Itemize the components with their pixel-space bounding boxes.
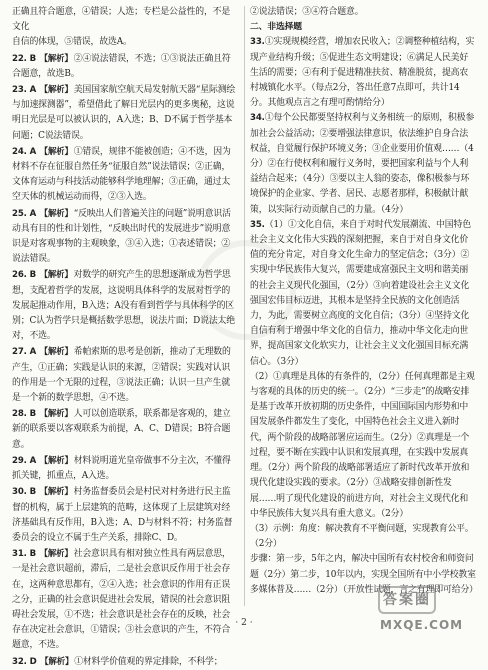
answer-line: 正确且符合题意，④错误；人选；专栏是公益性的，不是文化 [12, 7, 231, 33]
watermark-site-text: MXQE.COM [380, 618, 464, 632]
question-number: 28. B [12, 409, 37, 420]
analysis-tag: 【解析】 [39, 269, 73, 280]
answer-item-28 [12, 406, 238, 453]
analysis-tag: 【解析】 [39, 548, 73, 559]
answer-line: ②说法错误；③④符合题意。 [250, 7, 364, 17]
analysis-tag: 【解析】 [39, 207, 73, 218]
answer-text: 美国国家航空航天局发射航天器“星际测绘与加速探测器”，希望借此了解日光层内的更多奥秘，这说明日光层是可以被认识的，A入选；B、D不属于哲学基本问题；C说法错误。 [12, 85, 236, 141]
question-number: 29. A [12, 455, 37, 466]
answer-text: 希帕索斯的思考是创新，推动了无理数的产生，①正确；实践是认识的来源，②错误；实践对认识的作用是一个无限的过程，③说法正确；认识一旦产生就是一个新的数学思想，④不选。 [12, 347, 231, 404]
answer-text: 村务监督委员会是村民对村务进行民主监督的机构，属于上层建筑的范畴，这体现了上层建筑对经济基础具有反作用，B入选；A、D与材料不符；村务监督委员会的设立不属于生产关系，排除C、D。 [12, 487, 233, 543]
watermark-logo-text: 答案圈 [378, 586, 436, 614]
answer-item-33 [250, 35, 476, 111]
answer-item-23 [12, 82, 238, 144]
answer-text: 对数学的研究产生的思想逐渐成为哲学思想，支配着哲学的发展，这说明具体科学的发展对哲学的发展起推动作用，B入选；A没有看到哲学与具体科学的区别；C认为哲学只是概括数学思想，说法片面；D说法太绝对，不选。 [12, 270, 236, 342]
answer-text: ①每个公民都要坚持权利与义务相统一的原则，积极参加社会公益活动；②要增强法律意识，依法维护自身合法权益，自觉履行保护环境义务；③企业要用价值观……（4分）②在行使权利和履行义务时，要把国家利益与个人利益结合起来；（4分）③要以主人翁的姿态，像积极参与环境保护的企业家、学者、居民、志愿者那样，积极献计献策，以实际行动贡献自己的力量。（4分） [250, 113, 475, 215]
answer-text: 步骤：第一步，5年之内，解决中国所有农村校舍和师资问题（2分）第二步，10年以内，实现全国所有中小学校教室多媒体普及……（2分）（开放性试题，言之有理即可给分） [250, 554, 478, 595]
question-number: 33. [250, 37, 265, 48]
answer-item-29 [12, 453, 238, 484]
analysis-tag: 【解析】 [40, 655, 74, 666]
question-number: 30. B [12, 487, 37, 498]
answer-item-35 [250, 218, 476, 370]
answer-item-30 [12, 484, 238, 546]
analysis-tag: 【解析】 [39, 52, 73, 63]
question-number: 25. A [12, 208, 37, 219]
analysis-tag: 【解析】 [39, 408, 73, 419]
question-number: 31. B [12, 549, 37, 560]
answer-text: ②④说法错误，不选；①③说法正确且符合题意，故选B。 [12, 53, 231, 79]
page-number: · 2 · [235, 618, 253, 628]
analysis-tag: 【解析】 [39, 486, 73, 497]
answer-text: 人可以创造联系，联系都是客观的，建立新的联系要以客观联系为前提，A、C、D错误；B符合题意。 [12, 409, 231, 450]
right-column [250, 5, 476, 598]
answer-item-35-part-3 [250, 522, 476, 552]
question-number: 35. [250, 219, 265, 230]
question-number: 22. B [12, 53, 37, 64]
question-number: 26. B [12, 270, 37, 281]
answer-text: ①错误，规律不能被创造；④不选，因为材料不存在征服自然任务“征服自然”说法错误；②正确，文体育运动与科技活动能够科学地理解；③正确，通过太空天体的机械运动而得，②③入选。 [12, 146, 231, 203]
analysis-tag: 【解析】 [39, 84, 73, 95]
answer-item-34 [250, 111, 476, 217]
question-number: 27. A [12, 347, 37, 358]
answer-item-31 [12, 546, 238, 653]
watermark-logo [378, 582, 482, 634]
answer-text: （2）①真理是具体的有条件的，（2分）任何真理都是主观与客观的具体的历史的统一。（2分）“三步走”的战略安排是基于改革开放初期的历史条件，中国国际国内形势和中国发展条件都发生了变化，中国特色社会主义进入新时代，两个阶段的战略部署应运而生。（2分）②真理是一个过程，要不断在实践中认识和发展真理，在实践中发展真理。（2分）两个阶段的战略部署适应了新时代改革开放和现代化建设实践的要求。（2分）③战略安排创新性发展……明了现代化建设的前进方向，对社会主义现代化和中华民族伟大复兴具有重大意义。（2分） [250, 371, 475, 519]
answer-text: （1）①文化自信，来自于对时代发展潮流、中国特色社会主义文化伟大实践的深刻把握，来自于对自身文化价值的充分肯定，对自身文化生命力的坚定信念；（3分）②实现中华民族伟大复兴，需要建成富强民主文明和谐美丽的社会主义现代化强国，（2分）③向着建设社会主义文化强国宏伟目标迈进，其根本是坚持全民族的文化创造活力，为此，需要树立高度的文化自信；（3分）④坚持文化自信有利于增强中华文化的自信力，推动中华文化走向世界，提高国家文化软实力，让社会主义文化强国目标充满信心。（3分） [250, 219, 471, 367]
answer-item-24 [12, 144, 238, 206]
question-number: 24. A [12, 146, 37, 157]
answer-text: （3）示例：角度：解决教育不平衡问题，实现教育公平。（2分） [250, 523, 474, 550]
answer-item-27 [12, 344, 238, 406]
question-number: 23. A [12, 85, 37, 96]
answer-item-32 [12, 654, 238, 670]
answer-item-22 [12, 51, 238, 82]
answer-item-26 [12, 267, 238, 344]
section-heading: 二、非选择题 [250, 22, 302, 33]
answer-text: ①实现规模经营，增加农民收入；②调整种植结构，实现产业结构升级；⑤促进生态文明建设；⑥满足人民美好生活的需要；④有利于促进精准扶贫、精准脱贫，提高农村城镇化水平。（每点2分，答出任意7点即可，共计14分。其他观点言之有理可酌情给分） [250, 37, 475, 109]
question-number: 34. [250, 113, 265, 124]
answer-text: 材料说明道光皇帝做事不分主次，不懂得抓关键，抓重点，A入选。 [12, 455, 231, 482]
answer-text: ①材料学价值观的界定排除，不科学； [74, 656, 223, 667]
analysis-tag: 【解析】 [39, 346, 73, 357]
answer-item-35-part-2 [250, 370, 476, 522]
analysis-tag: 【解析】 [39, 145, 73, 156]
answer-item-25 [12, 206, 238, 268]
analysis-tag: 【解析】 [39, 454, 73, 465]
answer-line: 自信的体现，⑤错误，故选A。 [12, 37, 132, 48]
question-number: 32. D [12, 656, 37, 667]
left-column [12, 5, 238, 670]
answer-text: “反映出人们普遍关注的问题”说明意识活动具有目的性和计划性，“反映出时代的发展进步”说明意识是对客观事物的主观映象，③④入选；①表述错误；②说法错误。 [12, 208, 231, 265]
answer-text: 社会意识具有相对独立性具有两层意思，一是社会意识超前，滞后，二是社会意识反作用于社会存在，这两种意思都有，②④入选；社会意识的作用有正误之分，正确的社会意识促进社会发展，错误的社会意识阻碍社会发展，①不选；社会意识是社会存在的反映，社会存在决定社会意识，①错误；③社会意识的产生，不符合题意，不选。 [12, 549, 231, 651]
